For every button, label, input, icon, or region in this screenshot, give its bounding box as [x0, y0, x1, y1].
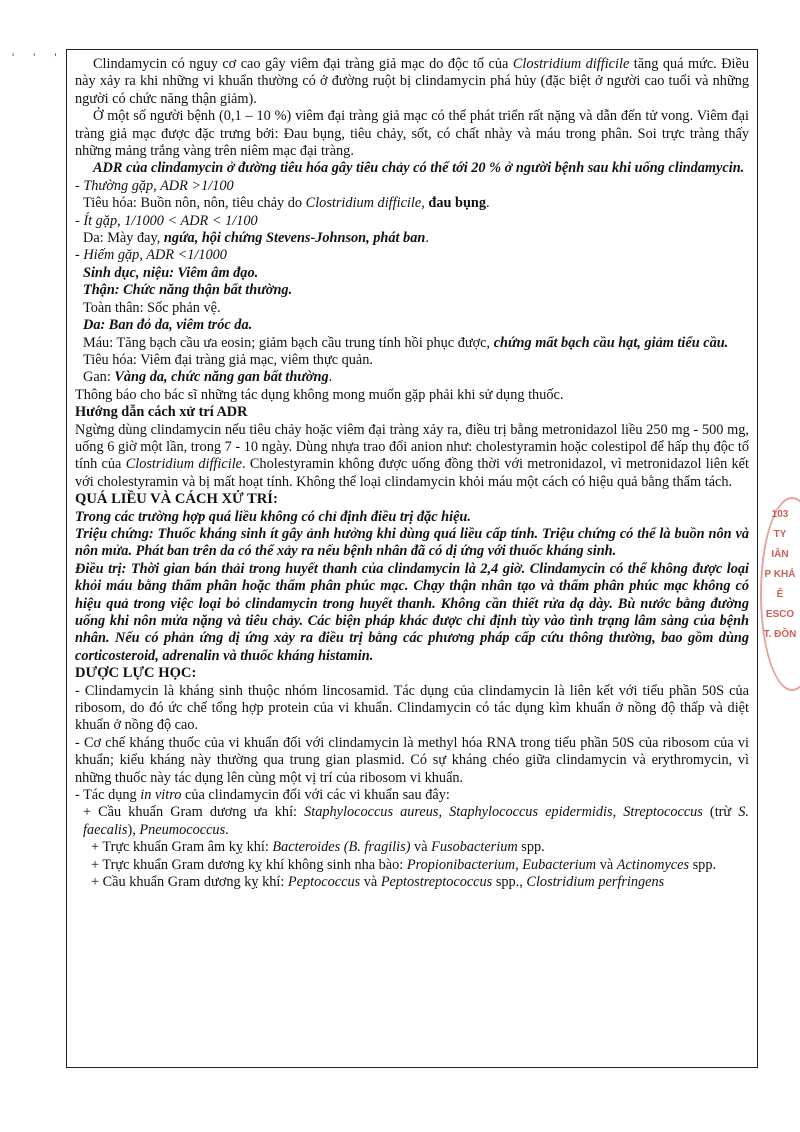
paragraph-p10 — [75, 282, 749, 299]
text-run: - Hiếm gặp, ADR <1/1000 — [75, 247, 227, 264]
text-run: Tiêu hóa: Buồn nôn, nôn, tiêu chảy do — [83, 195, 306, 212]
paragraph-p3 — [75, 160, 749, 177]
text-run: - Ít gặp, 1/1000 < ADR < 1/100 — [75, 212, 258, 229]
text-run: Thận: Chức năng thận bất thường. — [83, 282, 293, 299]
text-run: + Cầu khuẩn Gram dương kỵ khí: — [91, 874, 288, 891]
text-run: spp. — [517, 839, 545, 856]
text-run: Peptococcus — [287, 874, 361, 891]
text-run: in vitro — [140, 787, 182, 804]
paragraph-p23 — [75, 665, 749, 682]
text-run: Ngừng dùng clindamycin nếu tiêu chảy hoặc viêm đại tràng xảy ra, điều trị bằng metronidazol liều 250 mg - 500 mg, uống 6 giờ một lần, trong 7 - 10 ngày. Dùng nhựa trao đổi anion như: cholestyramin hoặc colestipol để hấp thụ độc tố tính của — [75, 421, 749, 473]
text-run: Hướng dẫn cách xử trí ADR — [75, 404, 248, 421]
text-run: Da: Ban đỏ da, viêm tróc da. — [83, 317, 253, 334]
stamp-text: Ê — [776, 589, 784, 600]
text-run: Fusobacterium — [431, 839, 518, 856]
text-run: và — [410, 839, 432, 856]
text-run: Actinomyces — [616, 856, 690, 873]
paragraph-p26 — [75, 787, 749, 804]
stamp-text: P KHẢ — [764, 569, 796, 580]
paragraph-p28 — [75, 839, 749, 856]
text-run: Propionibacterium, Eubacterium — [406, 856, 597, 873]
text-run: Trong các trường hợp quá liều không có chỉ định điều trị đặc hiệu. — [75, 508, 471, 525]
scan-marks: ' ' ' — [12, 50, 65, 64]
text-run: Clostridium difficile — [125, 456, 243, 473]
text-run: Clostridium difficile — [305, 195, 422, 212]
paragraph-p24 — [75, 683, 749, 735]
text-run: Pneumococcus — [139, 821, 226, 838]
text-run: Clostridium difficile — [512, 56, 630, 72]
paragraph-p2 — [75, 108, 749, 160]
paragraph-p11 — [75, 300, 749, 317]
text-run: Staphylococcus aureus, Staphylococcus epidermidis, Streptococcus — [304, 804, 703, 821]
text-run: chứng mất bạch cầu hạt, giảm tiểu cầu. — [493, 334, 729, 351]
text-run: + Trực khuẩn Gram dương kỵ khí không sinh nha bào: — [91, 856, 407, 873]
text-run: QUÁ LIỀU VÀ CÁCH XỬ TRÍ: — [75, 491, 278, 508]
text-run: Sinh dục, niệu: Viêm âm đạo. — [83, 264, 259, 281]
text-run: S. faecalis — [83, 804, 749, 838]
paragraph-p19 — [75, 491, 749, 508]
paragraph-p7 — [75, 230, 749, 247]
text-run: + Cầu khuẩn Gram dương ưa khí: — [83, 804, 305, 821]
stamp-text: 103 — [771, 509, 789, 520]
paragraph-p27 — [75, 804, 749, 839]
text-run: Vàng da, chức năng gan bất thường — [114, 369, 329, 386]
text-run: Máu: Tăng bạch cầu ưa eosin; giảm bạch cầu trung tính hồi phục được, — [83, 334, 494, 351]
paragraph-p14 — [75, 352, 749, 369]
paragraph-p8 — [75, 247, 749, 264]
text-run: Ở một số người bệnh (0,1 – 10 %) viêm đại tràng giả mạc có thể phát triển rất nặng và dẫn đến tử vong. Viêm đại tràng giả mạc được đặc trưng bởi: Đau bụng, tiêu chảy, sốt, có chất nhày và máu trong phân. Soi trực tràng thấy những mảng trắng vàng trên niêm mạc đại tràng. — [75, 108, 749, 160]
paragraph-p6 — [75, 213, 749, 230]
text-run: (trừ — [702, 804, 739, 821]
text-run: Thông báo cho bác sĩ những tác dụng không mong muốn gặp phải khi sử dụng thuốc. — [75, 386, 564, 403]
text-run: Da: Mày đay, — [83, 230, 164, 247]
paragraph-p25 — [75, 735, 749, 787]
text-run: + Trực khuẩn Gram âm kỵ khí: — [91, 839, 273, 856]
text-run: spp. — [689, 856, 717, 873]
text-run: Gan: — [83, 369, 115, 386]
text-run: Peptostreptococcus — [380, 874, 493, 891]
text-run: . — [425, 230, 429, 247]
text-run: ngứa, hội chứng Stevens-Johnson, phát ban — [163, 230, 426, 247]
text-run: Bacteroides (B. fragilis) — [272, 839, 411, 856]
text-run: đau bụng — [428, 195, 487, 212]
paragraph-p12 — [75, 317, 749, 334]
stamp-text: T. ĐỒN — [763, 629, 797, 640]
stamp-text: ESCO — [765, 609, 795, 620]
company-stamp — [762, 505, 798, 675]
text-run: - Clindamycin là kháng sinh thuộc nhóm lincosamid. Tác dụng của clindamycin là liên kết với tiểu phần 50S của ribosom, do đó ức chế tổng hợp protein của vi khuẩn. Clindamycin có tác dụng kìm khuẩn ở nồng độ thấp và diệt khuẩn ở nồng độ cao. — [75, 682, 749, 734]
text-run: . — [486, 195, 490, 212]
text-run: Triệu chứng: Thuốc kháng sinh ít gây ảnh hưởng khi dùng quá liều cấp tính. Triệu chứng có thể là buồn nôn và nôn mửa. Phát ban trên da có thể xảy ra nếu bệnh nhân đã có dị ứng với thuốc kháng sinh. — [75, 525, 749, 560]
text-run: của clindamycin đối với các vi khuẩn sau đây: — [181, 787, 450, 804]
paragraph-p1 — [75, 56, 749, 108]
text-run: và — [360, 874, 381, 891]
text-run: , — [421, 195, 429, 212]
stamp-text: IÂN — [771, 549, 789, 560]
paragraph-p9 — [75, 265, 749, 282]
paragraph-p17 — [75, 404, 749, 421]
text-run: ), — [127, 821, 140, 838]
stamp-text: TY — [773, 529, 787, 540]
document-frame — [66, 49, 758, 1068]
text-run: spp., — [492, 874, 527, 891]
paragraph-p18 — [75, 422, 749, 492]
text-run: Clostridium perfringens — [526, 874, 665, 891]
text-run: Toàn thân: Sốc phản vệ. — [83, 299, 221, 316]
text-run: DƯỢC LỰC HỌC: — [75, 665, 197, 682]
paragraph-p15 — [75, 369, 749, 386]
paragraph-p4 — [75, 178, 749, 195]
text-run: . — [225, 821, 229, 838]
text-run: và — [596, 856, 617, 873]
paragraph-p20 — [75, 509, 749, 526]
text-run: ADR của clindamycin ở đường tiêu hóa gây tiêu chảy có thể tới 20 % ở người bệnh sau khi uống clindamycin. — [93, 160, 745, 177]
text-run: Điều trị: Thời gian bán thải trong huyết thanh của clindamycin là 2,4 giờ. Clindamycin có thể không được loại khỏi máu bằng thẩm phân hoặc thẩm phân phúc mạc. Chạy thận nhân tạo và thẩm phân phúc mạc không có hiệu quả trong việc loại bỏ clindamycin trong huyết thanh. Không cần thiết rửa dạ dày. Bù nước bằng đường uống khi nôn mửa nặng và tiêu chảy. Các biện pháp khác được chỉ định tùy vào tình trạng lâm sàng của bệnh nhân. Nếu có phản ứng dị ứng xảy ra điều trị bằng các phương pháp cấp cứu thông thường, bao gồm dùng corticosteroid, adrenalin và thuốc kháng histamin. — [75, 560, 749, 664]
paragraph-p5 — [75, 195, 749, 212]
paragraph-p29 — [75, 857, 749, 874]
text-run: . Cholestyramin không được uống đồng thời với metronidazol, vì metronidazol liên kết với cholestyramin và bị mất hoạt tính. Không thể loại clindamycin khỏi máu một cách có hiệu quả bằng thẩm tách. — [75, 456, 749, 490]
paragraph-p13 — [75, 335, 749, 352]
paragraph-p22 — [75, 561, 749, 665]
text-run: Clindamycin có nguy cơ cao gây viêm đại tràng giả mạc do độc tố của — [93, 56, 513, 72]
text-run: tăng quá mức. Điều này xảy ra khi những vi khuẩn thường có ở đường ruột bị clindamycin phá hủy (đặc biệt ở người cao tuổi và những người có chức năng thận giảm). — [75, 56, 749, 107]
text-run: - Tác dụng — [75, 787, 141, 804]
text-run: . — [328, 369, 333, 386]
paragraph-p16 — [75, 387, 749, 404]
paragraph-p21 — [75, 526, 749, 561]
text-run: Tiêu hóa: Viêm đại tràng giả mạc, viêm thực quản. — [83, 351, 373, 368]
text-run: - Cơ chế kháng thuốc của vi khuẩn đối với clindamycin là methyl hóa RNA trong tiểu phần 50S của ribosom của vi khuẩn; kiểu kháng này thường qua trung gian plasmid. Có sự kháng chéo giữa clindamycin và erythromycin, vì những thuốc này tác dụng lên cùng một vị trí của ribosom vi khuẩn. — [75, 734, 749, 786]
paragraph-p30 — [75, 874, 749, 891]
text-run: - Thường gặp, ADR >1/100 — [75, 177, 234, 194]
